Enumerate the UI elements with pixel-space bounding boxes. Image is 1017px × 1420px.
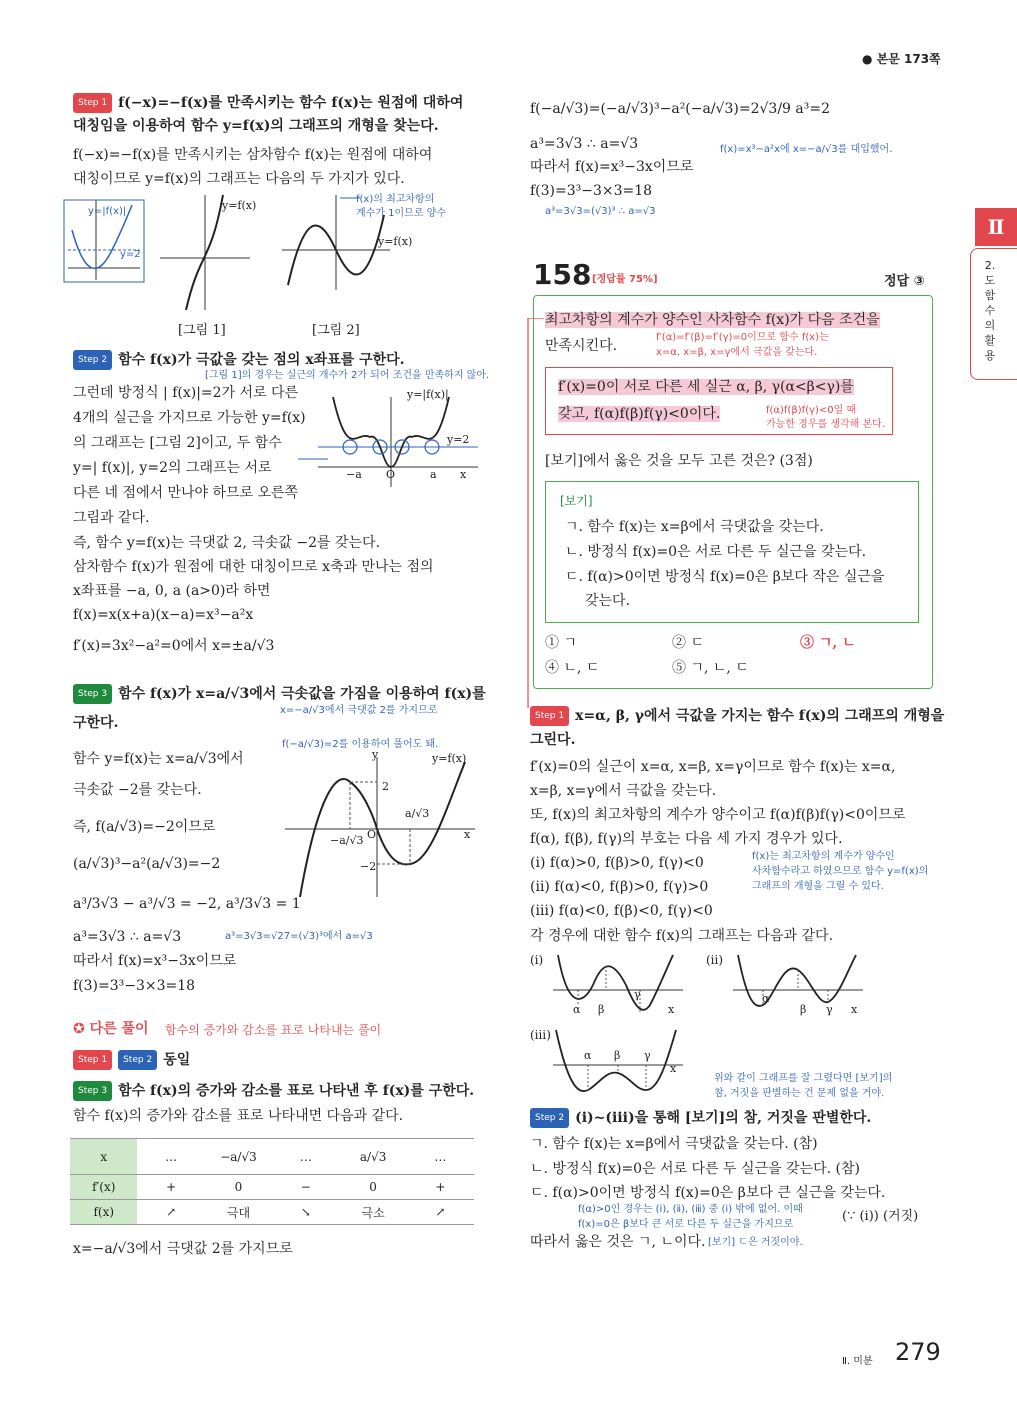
step3-badge: Step 3 [73, 684, 112, 704]
text-line: ㄷ. f(α)>0이면 방정식 f(x)=0은 β보다 큰 실근을 갖는다. [530, 1185, 886, 1201]
table-cell: … [407, 1139, 474, 1175]
sol-note: f(α)>0인 경우는 (ⅰ), (ⅱ), (ⅲ) 중 (ⅰ) 밖에 없어. 이때 [578, 1204, 803, 1215]
text-line: 그림과 같다. [73, 510, 150, 526]
step3-note-1: x=−a/√3에서 극댓값 2를 가지므로 [280, 705, 438, 716]
fig1-label: [그림 1] [178, 323, 226, 338]
graph-label: a/√3 [405, 807, 430, 820]
text-line: (a/√3)³−a²(a/√3)=−2 [73, 856, 221, 872]
abs-graph-y: y=|f(x)| [407, 388, 449, 401]
choice[interactable]: ① ㄱ [545, 635, 577, 651]
sol-step2-heading: Step 2 (ⅰ)~(ⅲ)을 통해 [보기]의 참, 거짓을 판별한다. [530, 1108, 871, 1128]
sol-note: 그래프의 개형을 그릴 수 있다. [752, 881, 884, 892]
choice[interactable]: ⑤ ㄱ, ㄴ, ㄷ [672, 660, 749, 676]
text-line: 따라서 옳은 것은 ㄱ, ㄴ이다. [530, 1234, 706, 1250]
text-line: f(3)=3³−3×3=18 [530, 183, 653, 199]
text-line: 극솟값 −2를 갖는다. [73, 782, 202, 798]
graph-label: y=f(x) [432, 752, 467, 765]
text-line: x좌표를 −a, 0, a (a>0)라 하면 [73, 583, 271, 599]
footer-section: Ⅱ. 미분 [842, 1356, 873, 1367]
table-cell: 극소 [339, 1200, 406, 1225]
fig-abs-label: y=|f(x)| [88, 206, 127, 217]
abs-graph-y2: y=2 [447, 433, 470, 446]
choice[interactable]: ② ㄷ [672, 635, 704, 651]
fig-note-1: f(x)의 최고차항의 [356, 194, 435, 205]
abs-graph-tick: x [460, 468, 467, 481]
text-line: 즉, f(a/√3)=−2이므로 [73, 819, 216, 835]
fig2-yfx: y=f(x) [378, 235, 413, 248]
sol-note: [보기] ㄷ은 거짓이야. [708, 1237, 803, 1248]
bogi-item: ㄷ. f(α)>0이면 방정식 f(x)=0은 β보다 작은 실근을 [565, 569, 885, 585]
step1-heading-cont: 대칭임을 이용하여 함수 y=f(x)의 그래프의 개형을 찾는다. [73, 118, 439, 134]
question-line: 최고차항의 계수가 양수인 사차함수 f(x)가 다음 조건을 [545, 312, 880, 328]
choice[interactable]: ④ ㄴ, ㄷ [545, 660, 600, 676]
case-label: (ⅲ) [530, 1028, 551, 1042]
abs-graph-tick: a [430, 468, 437, 481]
text-line: 즉, 함수 y=f(x)는 극댓값 2, 극솟값 −2를 갖는다. [73, 535, 381, 551]
alt-step12: Step 1 Step 2 동일 [73, 1050, 190, 1070]
step1-badge: Step 1 [73, 93, 112, 113]
graph-label: −a/√3 [330, 834, 364, 847]
right-note-2: a³=3√3=(√3)³ ∴ a=√3 [545, 206, 656, 217]
cubic-graph [280, 752, 480, 902]
text-line: 만족시킨다. [545, 338, 618, 354]
case-label: (ⅰ) [530, 953, 544, 967]
graph-note: 참, 거짓을 판별하는 건 문제 없을 거야. [714, 1088, 885, 1099]
fig-note-2: 계수가 1이므로 양수 [356, 208, 446, 219]
text-line: f(3)=3³−3×3=18 [73, 978, 196, 994]
alt-title: ✪ 다른 풀이 [73, 1021, 149, 1037]
table-cell: 극대 [205, 1200, 273, 1225]
table-cell: + [407, 1175, 474, 1200]
fig2-label: [그림 2] [312, 323, 360, 338]
table-cell: ↗ [407, 1200, 474, 1225]
answer-label: 정답 ③ [884, 274, 925, 289]
sol-note: f(x)는 최고차항의 계수가 양수인 [752, 851, 895, 862]
text-line: 다른 네 점에서 만나야 하므로 오른쪽 [73, 485, 299, 501]
text-line: 4개의 실근을 가지므로 가능한 y=f(x) [73, 410, 306, 426]
condition-note-b: 가능한 경우를 생각해 본다. [766, 419, 885, 430]
table-cell: −a/√3 [205, 1139, 273, 1175]
alt-text: 함수 f(x)의 증가와 감소를 표로 나타내면 다음과 같다. [73, 1108, 404, 1124]
graph-label: −2 [360, 860, 377, 873]
text-line: a³=3√3 ∴ a=√3 [530, 136, 639, 152]
step1-heading: Step 1 f(−x)=−f(x)를 만족시키는 함수 f(x)는 원점에 대하여 [73, 93, 463, 113]
graph-greek: γ [634, 988, 641, 1001]
text-line: f′(x)=3x²−a²=0에서 x=±a/√3 [73, 638, 275, 654]
table-cell: ↘ [272, 1200, 339, 1225]
table-cell: + [137, 1175, 204, 1200]
text-line: (ⅲ) f(α)<0, f(β)<0, f(γ)<0 [530, 903, 713, 919]
right-note-1: f(x)=x³−a²x에 x=−a/√3를 대입했어. [720, 144, 893, 155]
table-cell: … [137, 1139, 204, 1175]
question-number: 158 [533, 258, 592, 291]
text-line: 따라서 f(x)=x³−3x이므로 [530, 159, 694, 175]
condition-line: 갖고, f(α)f(β)f(γ)<0이다. [558, 406, 721, 422]
table-cell: f(x) [70, 1200, 137, 1225]
sol-step1-heading: Step 1 x=α, β, γ에서 극값을 가지는 함수 f(x)의 그래프의 개형을 [530, 706, 944, 726]
bogi-item: ㄴ. 방정식 f(x)=0은 서로 다른 두 실근을 갖는다. [565, 544, 867, 560]
text-line: (ⅰ) f(α)>0, f(β)>0, f(γ)<0 [530, 855, 704, 871]
case-label: (ⅱ) [706, 953, 724, 967]
graph-label: x [464, 828, 471, 841]
table-cell: f′(x) [70, 1175, 137, 1200]
text-line: (∵ (ⅰ)) (거짓) [842, 1209, 919, 1224]
abs-graph-tick: −a [346, 468, 362, 481]
text-line: f′(x)=0의 실근이 x=α, x=β, x=γ이므로 함수 f(x)는 x=α, [530, 759, 896, 775]
connector-line [520, 318, 550, 718]
graph-greek: β [598, 1003, 605, 1016]
step3-note-2: f(−a/√3)=2를 이용하여 풀어도 돼. [282, 739, 439, 750]
text-line: ㄱ. 함수 f(x)는 x=β에서 극댓값을 갖는다. (참) [530, 1136, 818, 1152]
page-reference: ● 본문 173쪽 [862, 52, 941, 66]
text-line: f(x)=x(x+a)(x−a)=x³−a²x [73, 607, 254, 623]
graph-greek: x [670, 1062, 677, 1075]
text-line: 함수 y=f(x)는 x=a/√3에서 [73, 751, 244, 767]
table-cell: 0 [339, 1175, 406, 1200]
step3-heading: Step 3 함수 f(x)가 x=a/√3에서 극솟값을 가짐을 이용하여 f(x)를 [73, 684, 486, 704]
graph-label: y [372, 748, 379, 761]
text-line: [보기]에서 옳은 것을 모두 고른 것은? (3점) [545, 453, 813, 469]
step2-badge: Step 2 [73, 350, 112, 370]
text-line: f(−a/√3)=(−a/√3)³−a²(−a/√3)=2√3/9 a³=2 [530, 101, 830, 117]
graph-greek: γ [644, 1049, 651, 1062]
bogi-title: [보기] [560, 494, 593, 508]
step2-heading: Step 2 함수 f(x)가 극값을 갖는 점의 x좌표를 구한다. [73, 350, 405, 370]
step3-note-3: a³=3√3=√27=(√3)³에서 a=√3 [225, 931, 373, 942]
text-line: (ⅱ) f(α)<0, f(β)>0, f(γ)>0 [530, 879, 709, 895]
increase-decrease-table [70, 1138, 474, 1225]
graph-greek: α [573, 1003, 581, 1016]
graph-greek: x [668, 1003, 675, 1016]
table-cell: a/√3 [339, 1139, 406, 1175]
sol-step1-heading-cont: 그린다. [530, 732, 576, 748]
graph-greek: γ [826, 1003, 833, 1016]
alt-step3-heading: Step 3 함수 f(x)의 증가와 감소를 표로 나타낸 후 f(x)를 구한다. [73, 1081, 474, 1101]
table-cell: 0 [205, 1175, 273, 1200]
alt-subtitle: 함수의 증가와 감소를 표로 나타내는 풀이 [165, 1023, 382, 1037]
table-cell: x [70, 1139, 137, 1175]
text-line: f(α), f(β), f(γ)의 부호는 다음 세 가지 경우가 있다. [530, 831, 843, 847]
page-number: 279 [895, 1338, 941, 1366]
text-line: 각 경우에 대한 함수 f(x)의 그래프는 다음과 같다. [530, 928, 834, 944]
text-line: 따라서 f(x)=x³−3x이므로 [73, 953, 237, 969]
chapter-side-label: 2. 도함수의 활용 [984, 259, 996, 362]
graph-greek: β [800, 1003, 807, 1016]
question-note-1b: x=α, x=β, x=γ에서 극값을 갖는다. [656, 347, 818, 358]
step3-heading-cont: 구한다. [73, 715, 119, 731]
case-1-graph [548, 950, 688, 1020]
fig-y2-label: y=2 [120, 249, 141, 260]
text-line: 의 그래프는 [그림 2]이고, 두 함수 [73, 435, 282, 451]
text-line: 또, f(x)의 최고차항의 계수가 양수이고 f(α)f(β)f(γ)<0이므로 [530, 807, 906, 823]
text-line: a³=3√3 ∴ a=√3 [73, 929, 182, 945]
graph-note: 위와 같이 그래프를 잘 그렸다면 [보기]의 [714, 1073, 893, 1084]
bogi-item: ㄱ. 함수 f(x)는 x=β에서 극댓값을 갖는다. [565, 519, 824, 535]
graph-greek: α [762, 992, 770, 1005]
graph-label: O [367, 828, 377, 841]
condition-line: f′(x)=0이 서로 다른 세 실근 α, β, γ(α<β<γ)를 [558, 379, 854, 395]
answer-rate: [정답률 75%] [592, 274, 658, 285]
paragraph: 대칭이므로 y=f(x)의 그래프는 다음의 두 가지가 있다. [73, 171, 405, 187]
graph-greek: α [584, 1049, 592, 1062]
graph-greek: x [851, 1003, 858, 1016]
text-line: ㄴ. 방정식 f(x)=0은 서로 다른 두 실근을 갖는다. (참) [530, 1161, 860, 1177]
alt-end: x=−a/√3에서 극댓값 2를 가지므로 [73, 1241, 293, 1257]
paragraph: f(−x)=−f(x)를 만족시키는 삼차함수 f(x)는 원점에 대하여 [73, 147, 433, 163]
text-line: x=β, x=γ에서 극값을 갖는다. [530, 783, 717, 799]
graph-greek: β [614, 1049, 621, 1062]
condition-note-a: f(α)f(β)f(γ)<0일 때 [766, 405, 857, 416]
text-line: 그런데 방정식 | f(x)|=2가 서로 다른 [73, 385, 299, 401]
text-line: a³/3√3 − a³/√3 = −2, a³/3√3 = 1 [73, 896, 301, 912]
fig1-yfx: y=f(x) [222, 199, 257, 212]
question-note-1: f′(α)=f′(β)=f′(γ)=0이므로 함수 f(x)는 [656, 332, 829, 343]
abs-graph-tick: O [386, 468, 396, 481]
sol-note: 사차함수라고 하였으므로 함수 y=f(x)의 [752, 866, 929, 877]
choice-correct[interactable]: ③ ㄱ, ㄴ [800, 635, 856, 651]
text-line: 삼차함수 f(x)가 원점에 대한 대칭이므로 x축과 만나는 점의 [73, 559, 434, 575]
table-cell: ↗ [137, 1200, 204, 1225]
table-cell: … [272, 1139, 339, 1175]
step2-note: [그림 1]의 경우는 실근의 개수가 2가 되어 조건을 만족하지 않아. [205, 370, 490, 381]
table-cell: − [272, 1175, 339, 1200]
chapter-tab: Ⅱ [975, 208, 1017, 246]
text-line: y=| f(x)|, y=2의 그래프는 서로 [73, 460, 272, 476]
sol-note: f(x)=0은 β보다 큰 서로 다른 두 실근을 가지므로 [578, 1219, 794, 1230]
bogi-item: 갖는다. [585, 593, 631, 609]
graph-label: 2 [382, 780, 389, 793]
case-2-graph [728, 950, 868, 1020]
